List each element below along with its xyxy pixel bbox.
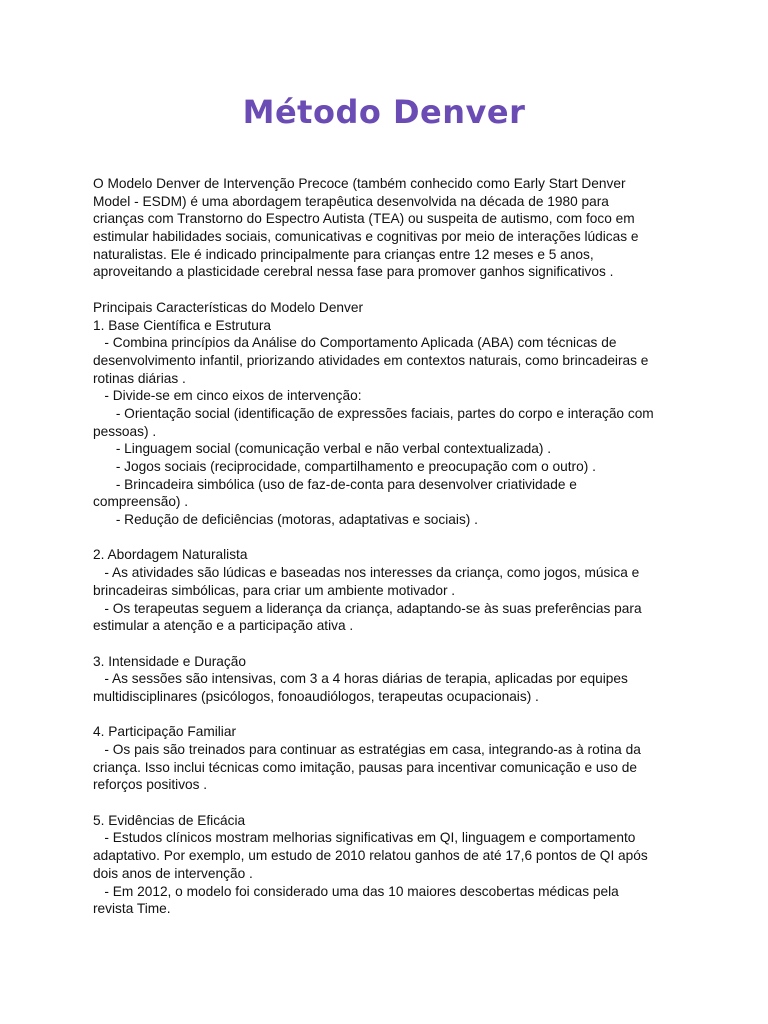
text-line: multidisciplinares (psicólogos, fonoaudiólogos, terapeutas ocupacionais) . [93, 688, 539, 704]
text-line: 5. Evidências de Eficácia [93, 812, 246, 828]
text-line: O Modelo Denver de Intervenção Precoce (também conhecido como Early Start Denver [93, 176, 626, 191]
page-title: Método Denver [242, 93, 526, 131]
text-line: - Em 2012, o modelo foi considerado uma das 10 maiores descobertas médicas pela [93, 883, 619, 899]
blank-line [93, 794, 683, 812]
text-line: - Estudos clínicos mostram melhorias significativas em QI, linguagem e comportamento [93, 830, 636, 846]
text-line: brincadeiras simbólicas, para criar um ambiente motivador . [93, 582, 456, 598]
blank-line [93, 635, 683, 653]
text-line: compreensão) . [93, 494, 189, 510]
blank-line [93, 281, 683, 299]
text-line: aproveitando a plasticidade cerebral nessa fase para promover ganhos significativos . [93, 264, 614, 280]
text-line: criança. Isso inclui técnicas como imitação, pausas para incentivar comunicação e uso de [93, 759, 637, 775]
text-line: dois anos de intervenção . [93, 865, 253, 881]
text-line: - As atividades são lúdicas e baseadas nos interesses da criança, como jogos, música e [93, 565, 640, 581]
blank-line [93, 529, 683, 547]
text-line: pessoas) . [93, 423, 157, 439]
text-line: - Redução de deficiências (motoras, adaptativas e sociais) . [93, 512, 478, 528]
text-line: - As sessões são intensivas, com 3 a 4 horas diárias de terapia, aplicadas por equipes [93, 671, 628, 687]
text-line: - Combina princípios da Análise do Comportamento Aplicada (ABA) com técnicas de [93, 335, 617, 351]
text-line: reforços positivos . [93, 777, 208, 793]
text-line: estimular a atenção e a participação ativa . [93, 618, 354, 634]
text-line: - Divide-se em cinco eixos de intervenção: [93, 388, 362, 404]
text-line: - Os pais são treinados para continuar as estratégias em casa, integrando-as à rotina da [93, 742, 641, 757]
text-line: Model - ESDM) é uma abordagem terapêutica desenvolvida na década de 1980 para [93, 193, 609, 209]
text-line: rotinas diárias . [93, 370, 186, 386]
text-line: estimular habilidades sociais, comunicativas e cognitivas por meio de interações lúdicas e [93, 229, 639, 245]
text-line: - Os terapeutas seguem a liderança da criança, adaptando-se às suas preferências para [93, 600, 642, 616]
text-line: - Jogos sociais (reciprocidade, compartilhamento e preocupação com o outro) . [93, 459, 596, 474]
text-line: desenvolvimento infantil, priorizando atividades em contextos naturais, como brincadeiras e [93, 352, 649, 368]
text-line: - Brincadeira simbólica (uso de faz-de-conta para desenvolver criatividade e [93, 476, 577, 492]
text-line: crianças com Transtorno do Espectro Autista (TEA) ou suspeita de autismo, com foco em [93, 211, 635, 227]
text-line: Principais Características do Modelo Denver [93, 299, 364, 315]
text-line: - Linguagem social (comunicação verbal e não verbal contextualizada) . [93, 441, 552, 457]
text-line: adaptativo. Por exemplo, um estudo de 2010 relatou ganhos de até 17,6 pontos de QI após [93, 848, 648, 864]
text-line: 2. Abordagem Naturalista [93, 547, 248, 563]
blank-line [93, 706, 683, 724]
text-line: 3. Intensidade e Duração [93, 653, 246, 669]
text-line: 1. Base Científica e Estrutura [93, 317, 272, 333]
text-line: revista Time. [93, 901, 171, 917]
document-body [93, 175, 683, 918]
text-line: 4. Participação Familiar [93, 724, 237, 740]
text-line: - Orientação social (identificação de expressões faciais, partes do corpo e interação com [93, 405, 654, 421]
text-line: naturalistas. Ele é indicado principalmente para crianças entre 12 meses e 5 anos, [93, 246, 594, 262]
